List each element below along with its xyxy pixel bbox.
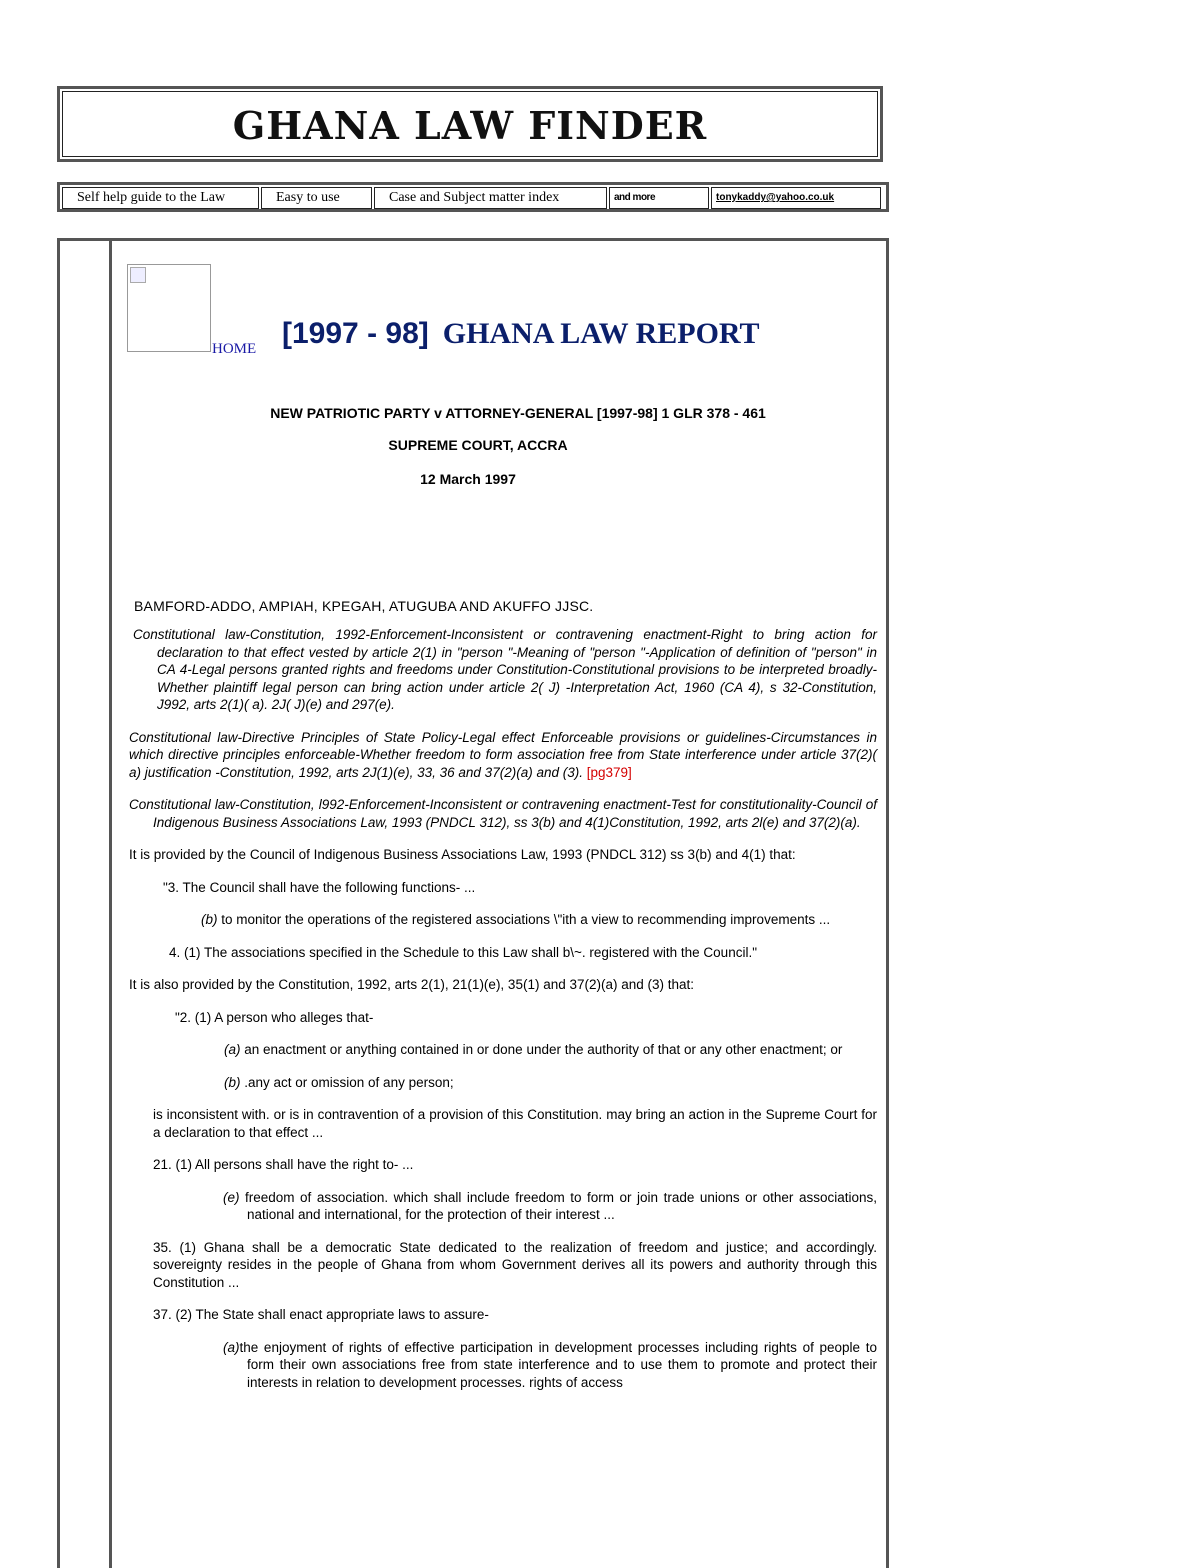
report-year: [1997 - 98]: [282, 317, 429, 350]
quote-3b-label: (b): [201, 912, 218, 927]
quote-21e-text: freedom of association. which shall include freedom to form or join trade unions or other associations, national and international, for the protection of their interest ...: [239, 1189, 877, 1222]
paragraph-2: It is also provided by the Constitution, 1992, arts 2(1), 21(1)(e), 35(1) and 37(2)(a) and (3) that:: [129, 977, 695, 992]
quote-2a-label: (a): [224, 1042, 241, 1057]
quote-3b: [201, 911, 877, 929]
nav-self-help[interactable]: Self help guide to the Law: [62, 187, 259, 209]
quote-2b: [224, 1074, 877, 1092]
quote-3b-text: to monitor the operations of the registered associations \"ith a view to recommending improvements ...: [217, 912, 831, 927]
judgment-date: 12 March 1997: [420, 471, 516, 487]
quote-2b-text: .any act or omission of any person;: [240, 1074, 454, 1090]
headnote-1: Constitutional law-Constitution, 1992-Enforcement-Inconsistent or contravening enactment-Right to bring action for declaration to that effect vested by article 2(1) in "person "-Meaning of "person "-Application of definition of "person" in CA 4-Legal persons granted rights and freedoms under Constitution-Constitutional provisions to be interpreted broadly- Whether plaintiff legal person can bring action under article 2( J) -Interpretation Act, 1960 (CA 4), s 32-Constitution, J992, arts 2(1)( a). 2J( J)(e) and 297(e).: [133, 627, 877, 712]
quote-37a: [223, 1339, 877, 1392]
quote-2a: [224, 1041, 877, 1059]
court-name: SUPREME COURT, ACCRA: [388, 437, 568, 453]
judgment-body: [129, 626, 877, 1406]
home-link[interactable]: HOME: [212, 341, 257, 357]
quote-21: 21. (1) All persons shall have the right to- ...: [153, 1157, 414, 1172]
quote-2b-label: (b): [224, 1074, 241, 1090]
page-reference[interactable]: [pg379]: [586, 764, 632, 780]
quote-21e: [223, 1189, 877, 1224]
quote-2a-text: an enactment or anything contained in or done under the authority of that or any other enactment; or: [240, 1042, 843, 1057]
site-header: [57, 86, 883, 162]
quote-37: 37. (2) The State shall enact appropriate laws to assure-: [153, 1307, 489, 1322]
nav-case-index[interactable]: Case and Subject matter index: [374, 187, 607, 209]
nav-and-more[interactable]: and more: [609, 187, 709, 209]
quote-37a-text: the enjoyment of rights of effective participation in development processes including rights of people to form their own associations free from state interference and to use them to promote and protect their interests in relation to development processes. rights of access: [239, 1339, 877, 1390]
nav-bar: [57, 182, 889, 212]
quote-4: 4. (1) The associations specified in the Schedule to this Law shall b\~. registered with the Council.": [169, 944, 757, 960]
report-title: [282, 317, 760, 350]
site-title: GHANA LAW FINDER: [232, 102, 708, 148]
nav-easy-to-use[interactable]: Easy to use: [261, 187, 372, 209]
quote-3: "3. The Council shall have the following functions- ...: [163, 879, 476, 895]
headnote-2-text: Constitutional law-Directive Principles of State Policy-Legal effect Enforceable provisions or guidelines-Circumstances in which directive principles enforceable-Whether freedom to form association free from State interference under article 37(2)( a) justification -Constitution, 1992, arts 2J(1)(e), 33, 36 and 37(2)(a) and (3).: [129, 729, 877, 780]
paragraph-1: It is provided by the Council of Indigenous Business Associations Law, 1993 (PNDCL 312) ss 3(b) and 4(1) that:: [129, 847, 796, 862]
headnote-3: Constitutional law-Constitution, l992-Enforcement-Inconsistent or contravening enactment-Test for constitutionality-Council of Indigenous Business Associations Law, 1993 (PNDCL 312), ss 3(b) and 4(1)Constitution, 1992, arts 2l(e) and 37(2)(a).: [129, 797, 877, 830]
quote-37a-label: (a): [223, 1339, 240, 1355]
case-title: NEW PATRIOTIC PARTY v ATTORNEY-GENERAL [1997-98] 1 GLR 378 - 461: [270, 405, 766, 421]
quote-2c: is inconsistent with. or is in contravention of a provision of this Constitution. may bring an action in the Supreme Court for a declaration to that effect ...: [153, 1107, 877, 1140]
nav-email-link[interactable]: tonykaddy@yahoo.co.uk: [711, 187, 881, 209]
broken-image-icon: [127, 264, 211, 352]
image-placeholder-icon: [130, 267, 146, 283]
quote-35: 35. (1) Ghana shall be a democratic State dedicated to the realization of freedom and justice; and accordingly. sovereignty resides in the people of Ghana from whom Government derives all its powers and authority through this Constitution ...: [153, 1239, 877, 1290]
quote-2-1: "2. (1) A person who alleges that-: [175, 1009, 374, 1025]
report-name: GHANA LAW REPORT: [442, 317, 760, 350]
headnote-2: [129, 729, 877, 782]
judges-line: BAMFORD-ADDO, AMPIAH, KPEGAH, ATUGUBA AND AKUFFO JJSC.: [134, 598, 594, 614]
quote-21e-label: (e): [223, 1189, 240, 1205]
content-frame: [57, 238, 889, 1568]
